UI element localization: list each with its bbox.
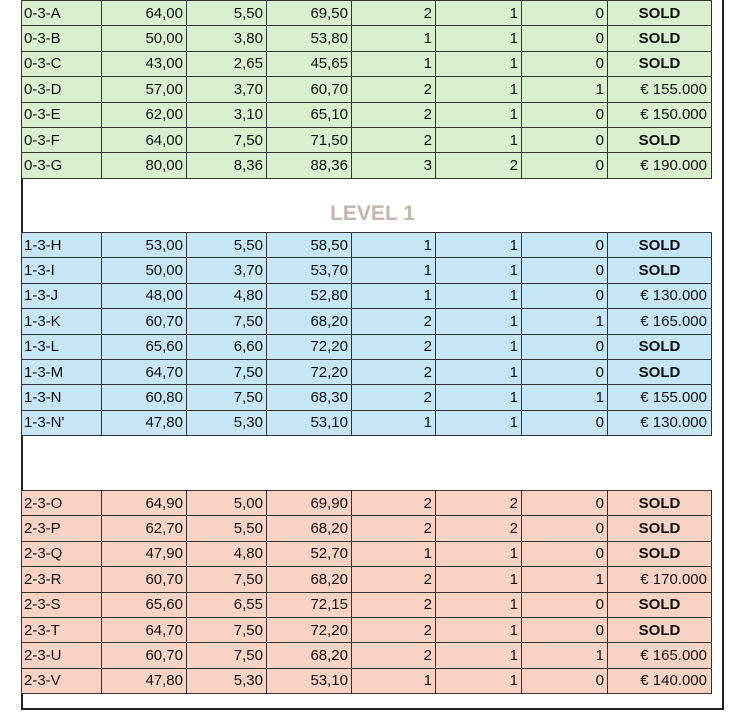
table-row <box>22 1 712 26</box>
unit-id-cell: 2-3-S <box>22 592 102 617</box>
count-e-cell: 1 <box>436 233 522 258</box>
unit-id-cell: 2-3-T <box>22 617 102 642</box>
unit-id-cell: 1-3-N' <box>22 410 102 435</box>
count-e-cell: 1 <box>436 26 522 51</box>
area-total-cell: 68,20 <box>267 643 352 668</box>
table-row <box>22 233 712 258</box>
count-d-cell: 2 <box>352 516 436 541</box>
count-e-cell: 1 <box>436 668 522 693</box>
area-a-cell: 64,00 <box>102 1 187 26</box>
table-row <box>22 334 712 359</box>
area-a-cell: 60,70 <box>102 567 187 592</box>
count-d-cell: 2 <box>352 102 436 127</box>
unit-id-cell: 1-3-K <box>22 309 102 334</box>
area-total-cell: 53,10 <box>267 668 352 693</box>
count-d-cell: 2 <box>352 385 436 410</box>
count-e-cell: 1 <box>436 258 522 283</box>
area-b-cell: 6,55 <box>187 592 267 617</box>
area-b-cell: 4,80 <box>187 283 267 308</box>
price-cell: € 165.000 <box>608 643 712 668</box>
count-d-cell: 1 <box>352 51 436 76</box>
table-row <box>22 491 712 516</box>
area-a-cell: 64,00 <box>102 127 187 152</box>
area-total-cell: 60,70 <box>267 77 352 102</box>
area-a-cell: 62,70 <box>102 516 187 541</box>
area-a-cell: 43,00 <box>102 51 187 76</box>
level-2-table-block <box>21 490 712 694</box>
count-d-cell: 1 <box>352 233 436 258</box>
area-b-cell: 5,50 <box>187 1 267 26</box>
table-row <box>22 359 712 384</box>
table-row <box>22 567 712 592</box>
unit-id-cell: 2-3-O <box>22 491 102 516</box>
unit-id-cell: 1-3-N <box>22 385 102 410</box>
count-f-cell: 0 <box>522 668 608 693</box>
area-total-cell: 68,30 <box>267 385 352 410</box>
table-row <box>22 127 712 152</box>
area-total-cell: 53,10 <box>267 410 352 435</box>
area-a-cell: 53,00 <box>102 233 187 258</box>
count-e-cell: 1 <box>436 567 522 592</box>
count-e-cell: 1 <box>436 102 522 127</box>
unit-id-cell: 0-3-C <box>22 51 102 76</box>
area-total-cell: 72,20 <box>267 334 352 359</box>
unit-id-cell: 2-3-P <box>22 516 102 541</box>
price-cell: SOLD <box>608 592 712 617</box>
area-total-cell: 72,20 <box>267 617 352 642</box>
count-e-cell: 1 <box>436 385 522 410</box>
count-e-cell: 1 <box>436 643 522 668</box>
unit-id-cell: 2-3-Q <box>22 541 102 566</box>
area-b-cell: 3,80 <box>187 26 267 51</box>
area-a-cell: 65,60 <box>102 334 187 359</box>
count-f-cell: 0 <box>522 127 608 152</box>
level-1-heading: LEVEL 1 <box>330 202 415 225</box>
count-e-cell: 1 <box>436 592 522 617</box>
area-total-cell: 68,20 <box>267 309 352 334</box>
count-f-cell: 0 <box>522 51 608 76</box>
count-f-cell: 1 <box>522 77 608 102</box>
table-row <box>22 410 712 435</box>
area-b-cell: 7,50 <box>187 643 267 668</box>
unit-id-cell: 0-3-A <box>22 1 102 26</box>
area-total-cell: 69,50 <box>267 1 352 26</box>
count-d-cell: 2 <box>352 77 436 102</box>
count-d-cell: 2 <box>352 334 436 359</box>
price-cell: € 165.000 <box>608 309 712 334</box>
count-d-cell: 1 <box>352 26 436 51</box>
unit-id-cell: 1-3-L <box>22 334 102 359</box>
area-b-cell: 7,50 <box>187 127 267 152</box>
area-total-cell: 65,10 <box>267 102 352 127</box>
area-a-cell: 57,00 <box>102 77 187 102</box>
count-f-cell: 0 <box>522 26 608 51</box>
area-total-cell: 52,70 <box>267 541 352 566</box>
area-b-cell: 5,50 <box>187 233 267 258</box>
count-f-cell: 0 <box>522 410 608 435</box>
unit-id-cell: 2-3-R <box>22 567 102 592</box>
area-total-cell: 72,20 <box>267 359 352 384</box>
count-f-cell: 0 <box>522 102 608 127</box>
price-cell: € 150.000 <box>608 102 712 127</box>
area-total-cell: 69,90 <box>267 491 352 516</box>
unit-id-cell: 2-3-V <box>22 668 102 693</box>
area-a-cell: 60,70 <box>102 309 187 334</box>
area-a-cell: 60,80 <box>102 385 187 410</box>
area-a-cell: 50,00 <box>102 26 187 51</box>
count-f-cell: 1 <box>522 385 608 410</box>
unit-id-cell: 0-3-D <box>22 77 102 102</box>
area-a-cell: 47,90 <box>102 541 187 566</box>
count-e-cell: 1 <box>436 1 522 26</box>
area-b-cell: 7,50 <box>187 617 267 642</box>
count-e-cell: 1 <box>436 51 522 76</box>
count-f-cell: 0 <box>522 233 608 258</box>
price-cell: SOLD <box>608 359 712 384</box>
area-b-cell: 3,10 <box>187 102 267 127</box>
table-row <box>22 541 712 566</box>
price-cell: SOLD <box>608 26 712 51</box>
unit-id-cell: 0-3-E <box>22 102 102 127</box>
count-f-cell: 0 <box>522 283 608 308</box>
area-a-cell: 62,00 <box>102 102 187 127</box>
area-total-cell: 53,70 <box>267 258 352 283</box>
unit-id-cell: 1-3-H <box>22 233 102 258</box>
level-0-table-block <box>21 0 712 179</box>
count-d-cell: 2 <box>352 567 436 592</box>
table-row <box>22 26 712 51</box>
count-f-cell: 1 <box>522 309 608 334</box>
count-d-cell: 2 <box>352 643 436 668</box>
area-b-cell: 5,00 <box>187 491 267 516</box>
area-a-cell: 47,80 <box>102 410 187 435</box>
area-a-cell: 47,80 <box>102 668 187 693</box>
area-total-cell: 52,80 <box>267 283 352 308</box>
count-d-cell: 2 <box>352 127 436 152</box>
count-e-cell: 1 <box>436 127 522 152</box>
table-row <box>22 102 712 127</box>
area-a-cell: 50,00 <box>102 258 187 283</box>
unit-id-cell: 0-3-G <box>22 153 102 178</box>
price-cell: € 155.000 <box>608 77 712 102</box>
area-total-cell: 53,80 <box>267 26 352 51</box>
count-d-cell: 1 <box>352 668 436 693</box>
price-cell: SOLD <box>608 541 712 566</box>
table-row <box>22 385 712 410</box>
area-b-cell: 7,50 <box>187 385 267 410</box>
unit-id-cell: 2-3-U <box>22 643 102 668</box>
price-cell: SOLD <box>608 127 712 152</box>
table-row <box>22 309 712 334</box>
table-row <box>22 592 712 617</box>
price-cell: SOLD <box>608 491 712 516</box>
count-d-cell: 2 <box>352 1 436 26</box>
area-b-cell: 5,30 <box>187 668 267 693</box>
table-row <box>22 51 712 76</box>
count-f-cell: 0 <box>522 491 608 516</box>
area-b-cell: 7,50 <box>187 567 267 592</box>
count-d-cell: 1 <box>352 258 436 283</box>
count-d-cell: 2 <box>352 359 436 384</box>
area-b-cell: 5,30 <box>187 410 267 435</box>
count-f-cell: 0 <box>522 334 608 359</box>
count-f-cell: 0 <box>522 617 608 642</box>
area-b-cell: 7,50 <box>187 359 267 384</box>
unit-id-cell: 0-3-F <box>22 127 102 152</box>
count-d-cell: 2 <box>352 617 436 642</box>
count-d-cell: 1 <box>352 283 436 308</box>
area-b-cell: 5,50 <box>187 516 267 541</box>
area-total-cell: 45,65 <box>267 51 352 76</box>
count-d-cell: 2 <box>352 309 436 334</box>
unit-id-cell: 1-3-J <box>22 283 102 308</box>
count-e-cell: 1 <box>436 309 522 334</box>
count-e-cell: 1 <box>436 283 522 308</box>
table-row <box>22 283 712 308</box>
area-b-cell: 4,80 <box>187 541 267 566</box>
area-b-cell: 3,70 <box>187 77 267 102</box>
area-b-cell: 8,36 <box>187 153 267 178</box>
count-e-cell: 1 <box>436 410 522 435</box>
price-cell: SOLD <box>608 334 712 359</box>
level-1-table <box>21 232 712 436</box>
count-f-cell: 0 <box>522 1 608 26</box>
area-a-cell: 64,90 <box>102 491 187 516</box>
price-cell: € 130.000 <box>608 410 712 435</box>
table-row <box>22 643 712 668</box>
table-row <box>22 258 712 283</box>
count-e-cell: 2 <box>436 491 522 516</box>
area-a-cell: 65,60 <box>102 592 187 617</box>
count-f-cell: 0 <box>522 153 608 178</box>
count-e-cell: 1 <box>436 77 522 102</box>
area-total-cell: 68,20 <box>267 567 352 592</box>
price-cell: SOLD <box>608 516 712 541</box>
price-cell: SOLD <box>608 51 712 76</box>
area-b-cell: 7,50 <box>187 309 267 334</box>
count-f-cell: 0 <box>522 359 608 384</box>
area-total-cell: 88,36 <box>267 153 352 178</box>
area-total-cell: 72,15 <box>267 592 352 617</box>
unit-id-cell: 1-3-I <box>22 258 102 283</box>
count-f-cell: 0 <box>522 516 608 541</box>
count-e-cell: 2 <box>436 516 522 541</box>
area-a-cell: 48,00 <box>102 283 187 308</box>
area-b-cell: 3,70 <box>187 258 267 283</box>
count-d-cell: 2 <box>352 491 436 516</box>
price-cell: SOLD <box>608 258 712 283</box>
price-cell: SOLD <box>608 1 712 26</box>
count-d-cell: 3 <box>352 153 436 178</box>
count-e-cell: 1 <box>436 334 522 359</box>
area-b-cell: 6,60 <box>187 334 267 359</box>
unit-id-cell: 0-3-B <box>22 26 102 51</box>
count-f-cell: 1 <box>522 643 608 668</box>
count-f-cell: 1 <box>522 567 608 592</box>
level-1-table-block <box>21 232 712 436</box>
count-e-cell: 1 <box>436 617 522 642</box>
count-e-cell: 1 <box>436 541 522 566</box>
area-a-cell: 64,70 <box>102 617 187 642</box>
table-row <box>22 668 712 693</box>
table-row <box>22 153 712 178</box>
table-row <box>22 617 712 642</box>
price-cell: SOLD <box>608 617 712 642</box>
unit-id-cell: 1-3-M <box>22 359 102 384</box>
level-0-table <box>21 0 712 179</box>
level-2-table <box>21 490 712 694</box>
count-e-cell: 2 <box>436 153 522 178</box>
count-e-cell: 1 <box>436 359 522 384</box>
area-b-cell: 2,65 <box>187 51 267 76</box>
count-f-cell: 0 <box>522 258 608 283</box>
count-f-cell: 0 <box>522 541 608 566</box>
area-a-cell: 60,70 <box>102 643 187 668</box>
bottom-border <box>21 708 724 710</box>
price-cell: € 190.000 <box>608 153 712 178</box>
area-a-cell: 80,00 <box>102 153 187 178</box>
table-row <box>22 77 712 102</box>
count-d-cell: 1 <box>352 410 436 435</box>
area-total-cell: 68,20 <box>267 516 352 541</box>
area-a-cell: 64,70 <box>102 359 187 384</box>
count-f-cell: 0 <box>522 592 608 617</box>
area-total-cell: 71,50 <box>267 127 352 152</box>
price-cell: € 170.000 <box>608 567 712 592</box>
count-d-cell: 1 <box>352 541 436 566</box>
price-cell: € 130.000 <box>608 283 712 308</box>
table-row <box>22 516 712 541</box>
price-cell: € 140.000 <box>608 668 712 693</box>
price-cell: SOLD <box>608 233 712 258</box>
count-d-cell: 2 <box>352 592 436 617</box>
area-total-cell: 58,50 <box>267 233 352 258</box>
price-cell: € 155.000 <box>608 385 712 410</box>
